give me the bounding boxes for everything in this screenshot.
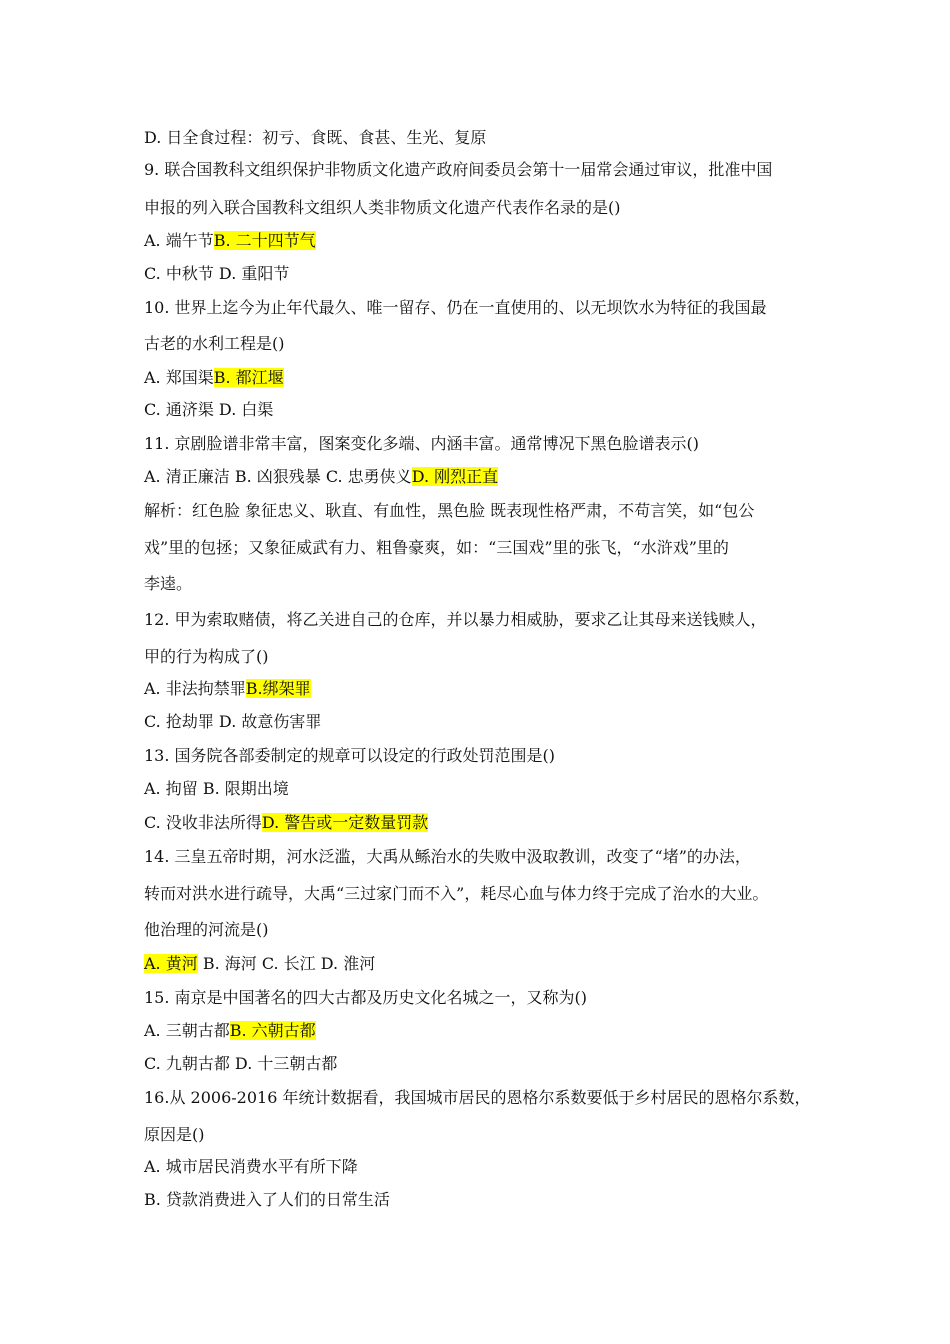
question-line xyxy=(144,433,699,455)
line-text: 古老的水利工程是() xyxy=(144,334,285,353)
line-text: A. 郑国渠 xyxy=(144,368,214,387)
line-text: 16.从 2006-2016 年统计数据看，我国城市居民的恩格尔系数要低于乡村居民的恩格尔系数， xyxy=(144,1088,811,1107)
line-text: 原因是() xyxy=(144,1125,205,1144)
text-line xyxy=(144,127,486,149)
line-text: 13. 国务院各部委制定的规章可以设定的行政处罚范围是() xyxy=(144,746,556,765)
line-text: C. 抢劫罪 D. 故意伤害罪 xyxy=(144,712,322,731)
question-line xyxy=(144,1124,205,1146)
question-line xyxy=(144,197,621,219)
option-line xyxy=(144,230,316,252)
option-line xyxy=(144,263,289,285)
line-text: B. 贷款消费进入了人们的日常生活 xyxy=(144,1190,390,1209)
question-line xyxy=(144,159,772,181)
explanation-line xyxy=(144,537,729,559)
option-line xyxy=(144,711,321,733)
line-text: D. 日全食过程：初亏、食既、食甚、生光、复原 xyxy=(144,128,487,147)
line-text: A. 非法拘禁罪 xyxy=(144,679,246,698)
option-line xyxy=(144,466,498,488)
line-text: 他治理的河流是() xyxy=(144,920,269,939)
line-text: A. 三朝古都 xyxy=(144,1021,230,1040)
line-text: A. 端午节 xyxy=(144,231,214,250)
highlighted-answer: D. 刚烈正直 xyxy=(411,467,499,486)
highlighted-answer: D. 警告或一定数量罚款 xyxy=(261,813,429,832)
question-line xyxy=(144,646,269,668)
option-line xyxy=(144,1189,390,1211)
option-line xyxy=(144,367,284,389)
question-line xyxy=(144,297,767,319)
line-text: C. 通济渠 D. 白渠 xyxy=(144,400,274,419)
line-text: 戏”里的包拯；又象征威武有力、粗鲁豪爽，如：“三国戏”里的张飞，“水浒戏”里的 xyxy=(144,538,729,557)
highlighted-answer: B.绑架罪 xyxy=(245,679,311,698)
option-line xyxy=(144,1156,358,1178)
line-text: A. 城市居民消费水平有所下降 xyxy=(144,1157,358,1176)
question-line xyxy=(144,333,285,355)
explanation-line xyxy=(144,500,754,522)
option-line xyxy=(144,678,311,700)
question-line xyxy=(144,883,768,905)
question-line xyxy=(144,1087,810,1109)
line-text: A. 清正廉洁 B. 凶狠残暴 C. 忠勇侠义 xyxy=(144,467,412,486)
line-text: A. 拘留 B. 限期出境 xyxy=(144,779,289,798)
question-line xyxy=(144,609,767,631)
line-text: C. 九朝古都 D. 十三朝古都 xyxy=(144,1054,338,1073)
line-text: C. 没收非法所得 xyxy=(144,813,262,832)
option-line xyxy=(144,1020,316,1042)
line-text: C. 中秋节 D. 重阳节 xyxy=(144,264,290,283)
line-text: 12. 甲为索取赌债，将乙关进自己的仓库，并以暴力相威胁，要求乙让其母来送钱赎人， xyxy=(144,610,767,629)
line-text: 申报的列入联合国教科文组织人类非物质文化遗产代表作名录的是() xyxy=(144,198,621,217)
line-text: 甲的行为构成了() xyxy=(144,647,269,666)
question-line xyxy=(144,987,587,1009)
question-line xyxy=(144,745,555,767)
question-line xyxy=(144,846,751,868)
line-text: 转而对洪水进行疏导，大禹“三过家门而不入”，耗尽心血与体力终于完成了治水的大业。 xyxy=(144,884,769,903)
line-text: B. 海河 C. 长江 D. 淮河 xyxy=(197,954,376,973)
option-line xyxy=(144,1053,337,1075)
highlighted-answer: B. 二十四节气 xyxy=(213,231,316,250)
highlighted-answer: A. 黄河 xyxy=(144,954,198,973)
line-text: 10. 世界上迄今为止年代最久、唯一留存、仍在一直使用的、以无坝饮水为特征的我国最 xyxy=(144,298,767,317)
question-line xyxy=(144,919,269,941)
line-text: 14. 三皇五帝时期，河水泛滥，大禹从鲧治水的失败中汲取教训，改变了“堵”的办法， xyxy=(144,847,751,866)
option-line xyxy=(144,778,289,800)
line-text: 李逵。 xyxy=(144,574,193,593)
explanation-line xyxy=(144,573,192,595)
highlighted-answer: B. 六朝古都 xyxy=(229,1021,316,1040)
line-text: 9. 联合国教科文组织保护非物质文化遗产政府间委员会第十一届常会通过审议，批准中国 xyxy=(144,160,773,179)
line-text: 15. 南京是中国著名的四大古都及历史文化名城之一，又称为() xyxy=(144,988,588,1007)
option-line xyxy=(144,953,375,975)
line-text: 解析：红色脸 象征忠义、耿直、有血性，黑色脸 既表现性格严肃，不苟言笑，如“包公 xyxy=(144,501,755,520)
highlighted-answer: B. 都江堰 xyxy=(213,368,284,387)
option-line xyxy=(144,399,273,421)
line-text: 11. 京剧脸谱非常丰富，图案变化多端、内涵丰富。通常博况下黑色脸谱表示() xyxy=(144,434,700,453)
option-line xyxy=(144,812,428,834)
